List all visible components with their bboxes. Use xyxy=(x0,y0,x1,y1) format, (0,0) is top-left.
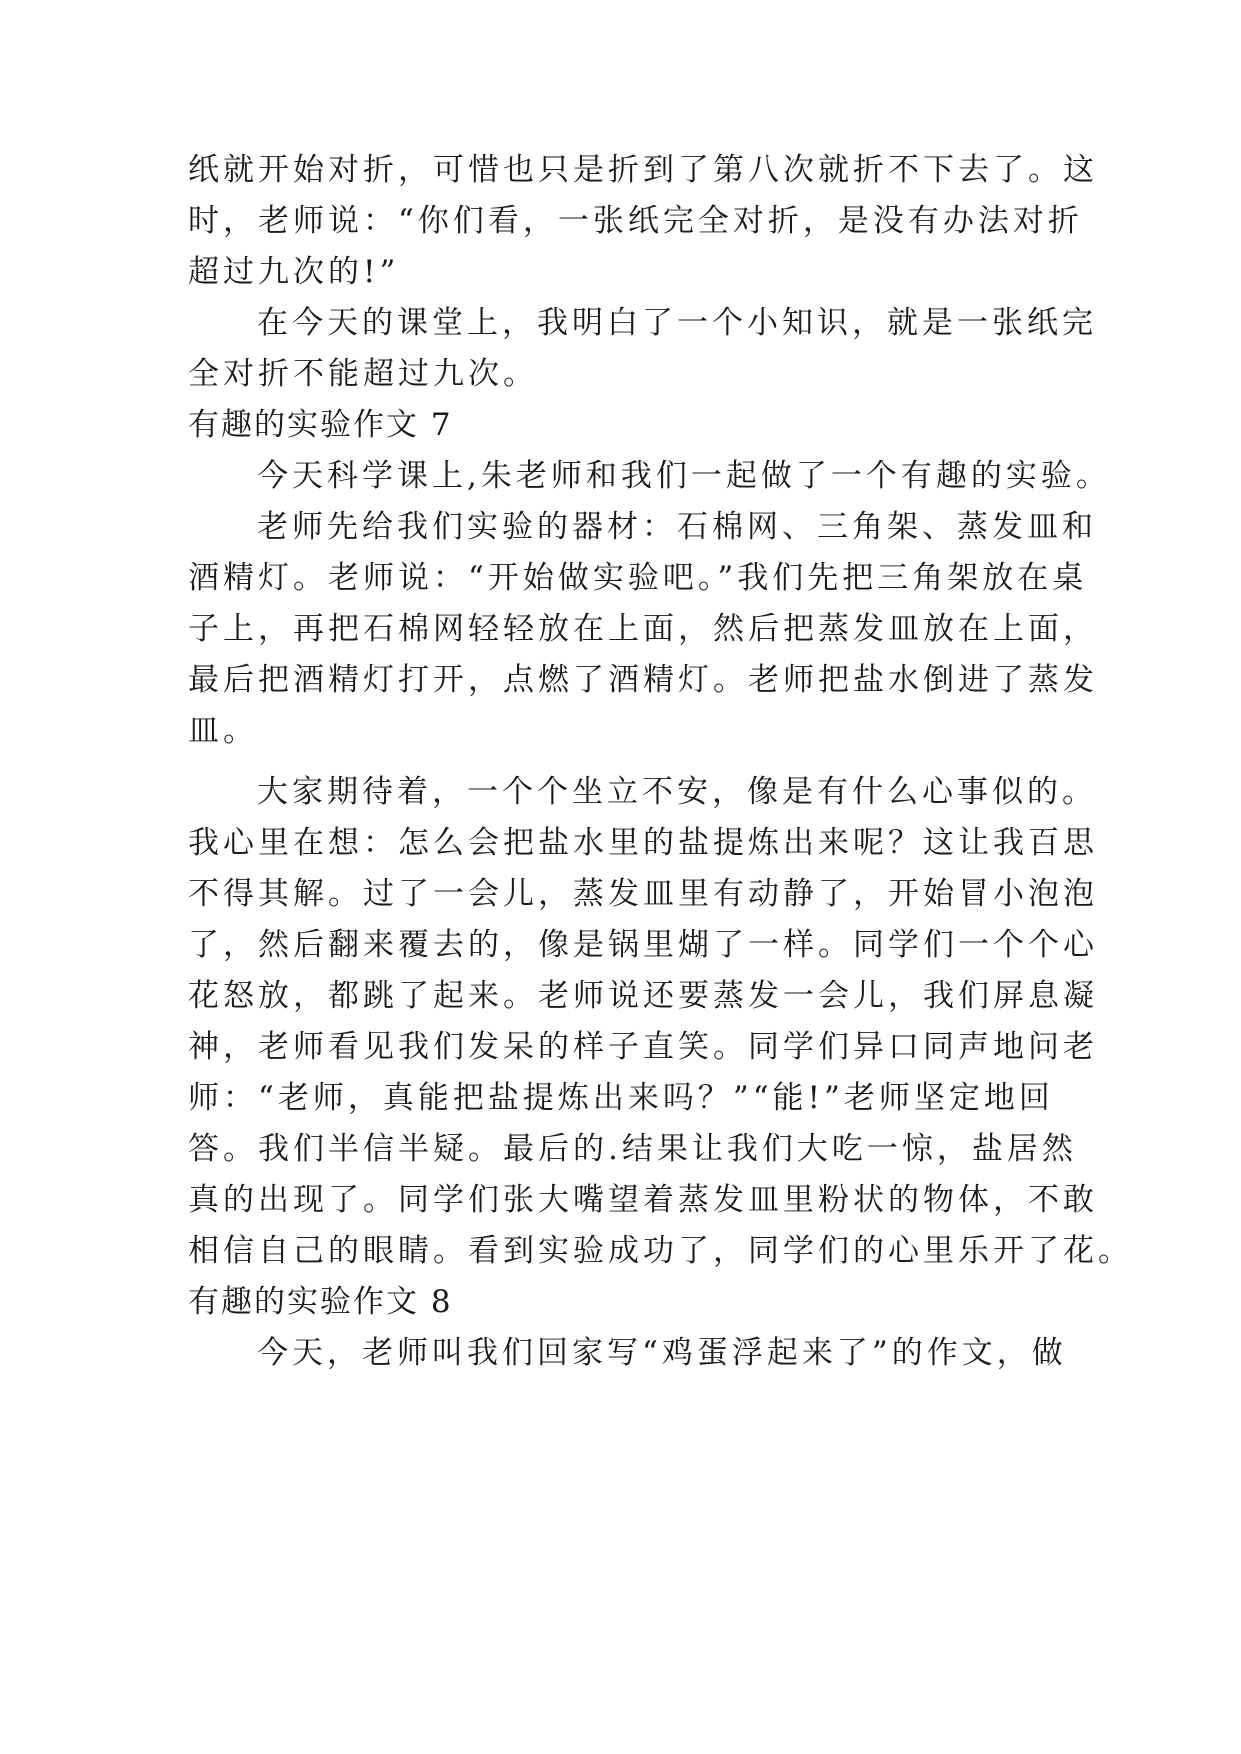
text-line: 今天科学课上,朱老师和我们一起做了一个有趣的实验。 xyxy=(257,458,1111,494)
text-line: 花怒放，都跳了起来。老师说还要蒸发一会儿，我们屏息凝 xyxy=(188,978,1098,1014)
text-line: 在今天的课堂上，我明白了一个小知识，就是一张纸完 xyxy=(257,305,1097,341)
text-line: 今天，老师叫我们回家写“鸡蛋浮起来了”的作文，做 xyxy=(257,1335,1067,1371)
text-line: 师：“老师，真能把盐提炼出来吗？”“能!”老师坚定地回 xyxy=(188,1080,1054,1116)
text-line: 时，老师说：“你们看，一张纸完全对折，是没有办法对折 xyxy=(188,203,1083,239)
text-line: 神，老师看见我们发呆的样子直笑。同学们异口同声地问老 xyxy=(188,1029,1098,1065)
text-line: 皿。 xyxy=(188,713,258,749)
text-line: 酒精灯。老师说：“开始做实验吧。”我们先把三角架放在桌 xyxy=(188,560,1088,596)
text-line: 老师先给我们实验的器材：石棉网、三角架、蒸发皿和 xyxy=(257,509,1097,545)
text-line: 我心里在想：怎么会把盐水里的盐提炼出来呢？这让我百思 xyxy=(188,825,1098,861)
text-line: 子上，再把石棉网轻轻放在上面，然后把蒸发皿放在上面， xyxy=(188,611,1098,647)
text-line: 答。我们半信半疑。最后的.结果让我们大吃一惊，盐居然 xyxy=(188,1131,1077,1167)
text-line: 最后把酒精灯打开，点燃了酒精灯。老师把盐水倒进了蒸发 xyxy=(188,662,1098,698)
text-line: 全对折不能超过九次。 xyxy=(188,356,538,392)
section-heading: 有趣的实验作文 8 xyxy=(188,1284,453,1320)
text-line: 纸就开始对折，可惜也只是折到了第八次就折不下去了。这 xyxy=(188,152,1098,188)
text-line: 大家期待着，一个个坐立不安，像是有什么心事似的。 xyxy=(257,774,1097,810)
text-line: 了，然后翻来覆去的，像是锅里煳了一样。同学们一个个心 xyxy=(188,927,1098,963)
text-line: 真的出现了。同学们张大嘴望着蒸发皿里粉状的物体，不敢 xyxy=(188,1182,1098,1218)
section-heading: 有趣的实验作文 7 xyxy=(188,407,453,443)
text-line: 不得其解。过了一会儿，蒸发皿里有动静了，开始冒小泡泡 xyxy=(188,876,1098,912)
text-line: 超过九次的!” xyxy=(188,254,400,290)
text-line: 相信自己的眼睛。看到实验成功了，同学们的心里乐开了花。 xyxy=(188,1233,1133,1269)
